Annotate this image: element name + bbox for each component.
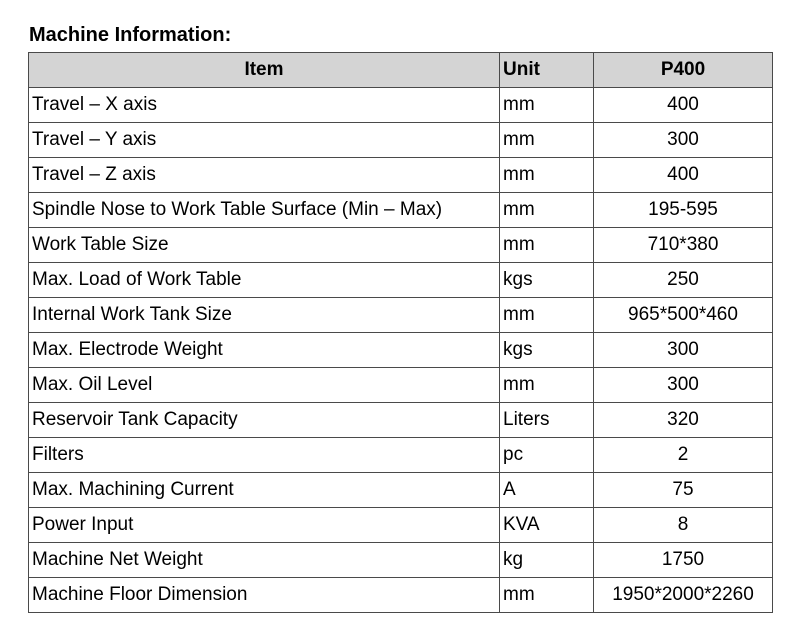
row-item-label: Max. Oil Level: [29, 368, 500, 403]
row-value: 2: [594, 438, 773, 473]
row-value: 300: [594, 368, 773, 403]
table-row: [29, 123, 773, 158]
row-unit: mm: [500, 368, 594, 403]
row-value: 300: [594, 123, 773, 158]
row-value: 1950*2000*2260: [594, 578, 773, 613]
table-row: [29, 263, 773, 298]
row-value: 8: [594, 508, 773, 543]
row-item-label: Travel – Z axis: [29, 158, 500, 193]
row-item-label: Max. Load of Work Table: [29, 263, 500, 298]
row-value: 195-595: [594, 193, 773, 228]
row-item-label: Max. Machining Current: [29, 473, 500, 508]
row-value: 965*500*460: [594, 298, 773, 333]
row-value: 400: [594, 88, 773, 123]
row-unit: mm: [500, 88, 594, 123]
row-unit: kg: [500, 543, 594, 578]
section-title: Machine Information:: [29, 24, 232, 46]
table-body: [29, 88, 773, 613]
table-row: [29, 543, 773, 578]
row-item-label: Travel – Y axis: [29, 123, 500, 158]
row-item-label: Filters: [29, 438, 500, 473]
row-value: 250: [594, 263, 773, 298]
row-unit: mm: [500, 228, 594, 263]
row-item-label: Reservoir Tank Capacity: [29, 403, 500, 438]
table-row: [29, 333, 773, 368]
table-row: [29, 473, 773, 508]
machine-info-table: [28, 52, 773, 613]
table-header-row: [29, 53, 773, 88]
row-unit: mm: [500, 578, 594, 613]
row-unit: mm: [500, 298, 594, 333]
row-unit: mm: [500, 193, 594, 228]
row-unit: kgs: [500, 333, 594, 368]
row-value: 75: [594, 473, 773, 508]
table-row: [29, 158, 773, 193]
row-unit: pc: [500, 438, 594, 473]
row-unit: mm: [500, 158, 594, 193]
table-row: [29, 403, 773, 438]
row-value: 400: [594, 158, 773, 193]
row-value: 300: [594, 333, 773, 368]
table-row: [29, 228, 773, 263]
row-item-label: Machine Floor Dimension: [29, 578, 500, 613]
row-item-label: Spindle Nose to Work Table Surface (Min – Max): [29, 193, 500, 228]
row-value: 320: [594, 403, 773, 438]
header-item: Item: [29, 53, 500, 88]
row-item-label: Power Input: [29, 508, 500, 543]
table-row: [29, 508, 773, 543]
row-unit: Liters: [500, 403, 594, 438]
row-unit: kgs: [500, 263, 594, 298]
row-item-label: Machine Net Weight: [29, 543, 500, 578]
table-row: [29, 298, 773, 333]
row-value: 1750: [594, 543, 773, 578]
table-row: [29, 193, 773, 228]
table-row: [29, 578, 773, 613]
header-unit: Unit: [500, 53, 594, 88]
row-item-label: Max. Electrode Weight: [29, 333, 500, 368]
table-row: [29, 88, 773, 123]
row-unit: mm: [500, 123, 594, 158]
row-item-label: Travel – X axis: [29, 88, 500, 123]
row-unit: A: [500, 473, 594, 508]
row-item-label: Work Table Size: [29, 228, 500, 263]
table-row: [29, 368, 773, 403]
row-unit: KVA: [500, 508, 594, 543]
table-row: [29, 438, 773, 473]
row-item-label: Internal Work Tank Size: [29, 298, 500, 333]
header-model-p400: P400: [594, 53, 773, 88]
row-value: 710*380: [594, 228, 773, 263]
